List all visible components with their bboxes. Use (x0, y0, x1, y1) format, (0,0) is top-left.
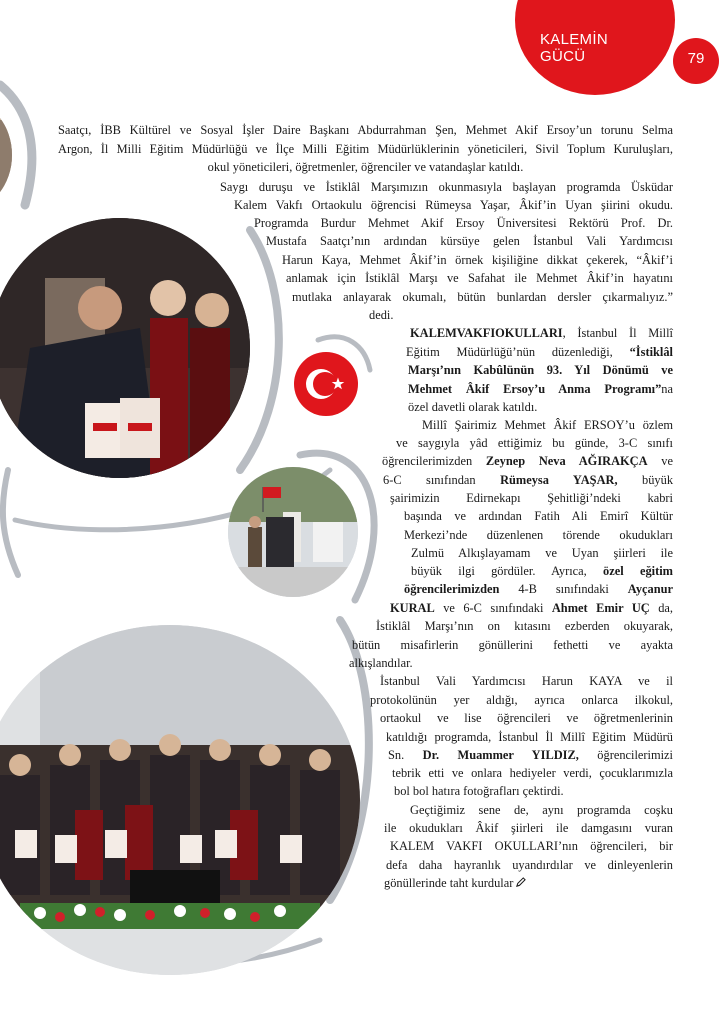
text-line: İstiklâl Marşı’nın on kıtasını ezberden okuyarak, (376, 619, 673, 633)
text-line: ve saygıyla yâd ettiğimiz bu günde, 3-C sınıfı (396, 436, 673, 450)
school-name: KALEMVAKFIOKULLARI (410, 326, 563, 340)
text-line: Zulmü Alkışlayamam ve Uyan şiirleri ile (411, 546, 673, 560)
text-line: öğrencilerimizden 4-B sınıfındaki Ayçanur (404, 582, 673, 596)
text-line: dedi. (369, 308, 394, 322)
text-line: ile okudukları Âkif şiirleri ile damgasını vuran (384, 821, 673, 835)
text-line: şairimizin Edirnekapı Şehitliği’ndeki kabri (390, 491, 673, 505)
text-line: tebrik etti ve onlara hediyeler verdi, çocuklarımızla (392, 766, 673, 780)
text-line: Kalem Vakfı Ortaokulu öğrencisi Rümeysa Yaşar, Âkif’in Uyan şiirini okudu. (234, 198, 673, 212)
text-line: Mustafa Saatçı’nın ardından kürsüye gelen İstanbul Vali Yardımcısı (266, 234, 673, 248)
text-line: Eğitim Müdürlüğü’nün düzenlediği, “İstiklâl (406, 345, 673, 359)
text-line: defa daha hayranlık uyandırdılar ve dinleyenlerin (386, 858, 673, 872)
text-line: KURAL ve 6-C sınıfındaki Ahmet Emir UÇ da, (390, 601, 674, 615)
text-line: Marşı’nın Kabûlünün 93. Yıl Dönümü ve (408, 363, 673, 377)
text-line: başında ve ardından Fatih Ali Emirî Kültür (404, 509, 673, 523)
text-line: özel davetli olarak katıldı. (408, 400, 538, 414)
text-line: KALEMVAKFIOKULLARI, İstanbul İl Millî (410, 326, 673, 340)
text-line: ortaokul ve lise öğrencileri ve öğretmenlerinin (380, 711, 673, 725)
section-title: KALEMİN GÜCÜ (540, 31, 608, 65)
text-line: Millî Şairimiz Mehmet Âkif ERSOY’u özlem (422, 418, 673, 432)
text-line: Saatçı, İBB Kültürel ve Sosyal İşler Daire Başkanı Abdurrahman Şen, Mehmet Akif Ersoy’un torunu Selma (58, 123, 673, 137)
turkish-flag-icon (294, 352, 358, 416)
text-line: Merkezi’nde düzenlenen törende okudukları (404, 528, 673, 542)
text-line: Mehmet Âkif Ersoy’u Anma Programı”na (408, 382, 673, 396)
text-line: Argon, İl Milli Eğitim Müdürlüğü ve İlçe Milli Eğitim Müdürlüklerinin yöneticileri, Sivil Toplum Kuruluşları, (58, 142, 673, 156)
text-line: KALEM VAKFI OKULLARI’nın öğrencileri, bir (390, 839, 673, 853)
text-line: Saygı duruşu ve İstiklâl Marşımızın okunmasıyla başlayan programda Üsküdar (220, 180, 673, 194)
pencil-icon (515, 875, 526, 886)
text-line: Harun Kaya, Mehmet Âkif’in örnek kişiliğine dikkat çekerek, “Âkif’i (282, 253, 673, 267)
text-line: büyük ilgi gördüler. Ayrıca, özel eğitim (411, 564, 673, 578)
page-number: 79 (687, 50, 705, 67)
official-giving-gifts-to-students-photo (0, 218, 250, 478)
text-line: 6-C sınıfından Rümeysa YAŞAR, büyük (383, 473, 674, 487)
text-line: protokolünün yer aldığı, ayrıca onlarca ilkokul, (370, 693, 673, 707)
text-line: bütün misafirlerin gönüllerini fethetti ve ayakta (352, 638, 673, 652)
text-line: gönüllerinde taht kurdular (384, 874, 673, 893)
text-line: Sn. Dr. Muammer YILDIZ, öğrencilerimizi (388, 748, 673, 762)
text-line: Geçtiğimiz sene de, aynı programda coşku (410, 803, 673, 817)
text-line: Programda Burdur Mehmet Akif Ersoy Üniversitesi Rektörü Prof. Dr. (254, 216, 673, 230)
text-line: alkışlandılar. (349, 656, 413, 670)
text-line: katıldığı programda, İstanbul İl Millî Eğitim Müdürü (386, 730, 673, 744)
text-line: öğrencilerimizden Zeynep Neva AĞIRAKÇA ve (382, 454, 674, 468)
text-line: okul yöneticileri, öğretmenler, öğrenciler ve vatandaşlar katıldı. (207, 160, 524, 174)
text-line: mutlaka anlayarak okumalı, bütün bunlardan dersler çıkarmalıyız.” (292, 290, 673, 304)
wreath-ceremony-photo (228, 467, 358, 597)
text-line: bol bol hatıra fotoğrafları çektirdi. (394, 784, 564, 798)
text-line: İstanbul Vali Yardımcısı Harun KAYA ve il (380, 674, 673, 688)
text-line: anlamak için İstiklâl Marşı ve Safahat ile Mehmet Âkif’in hayatını (286, 271, 673, 285)
